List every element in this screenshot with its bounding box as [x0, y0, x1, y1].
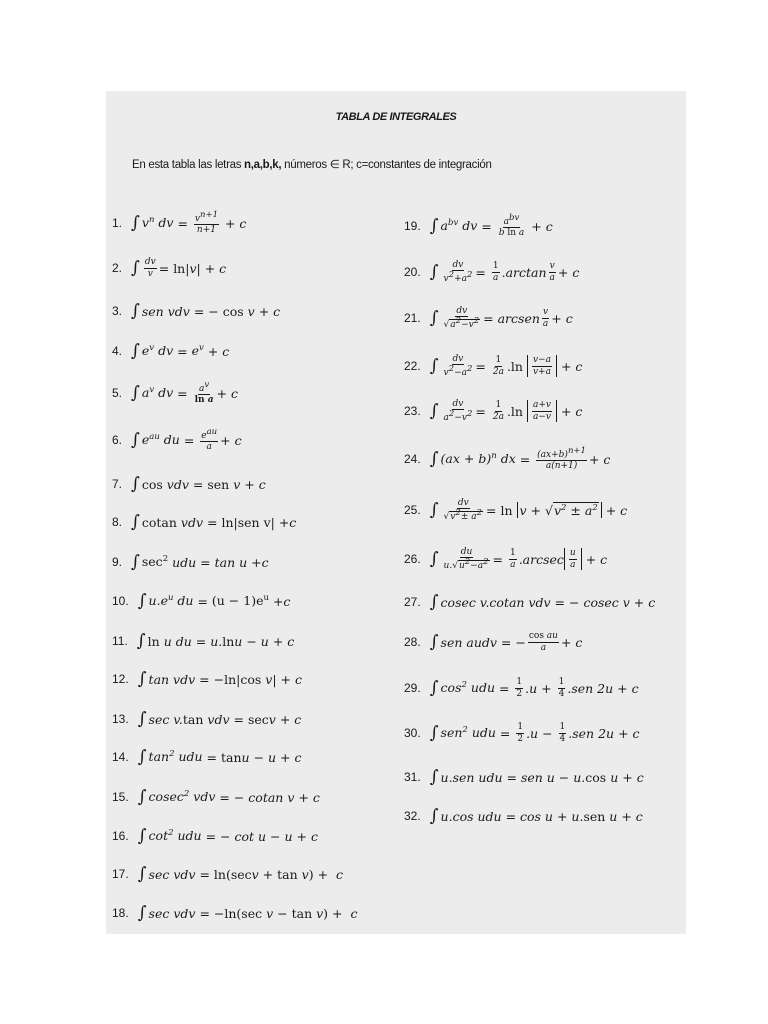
formula-18: 18. ∫ sec vdv = − ln(sec v − tan v ) + c — [112, 902, 358, 923]
intro-text — [132, 157, 492, 171]
intro-post: números ∈ R; c=constantes de integración — [281, 159, 492, 171]
formula-23: 23. ∫ $\frac{dv}{a^2-v^2}$ = $\frac{1}{2a}$ .ln $\frac{a+v}{a-v}$ + c — [404, 398, 583, 423]
intro-bold: n,a,b,k, — [244, 159, 282, 171]
formula-32: 32. ∫ u.cos udu = cos u + u. sen u + c — [404, 805, 643, 826]
formula-7: 7. ∫ cos vdv = sen v + c — [112, 473, 266, 494]
formula-8: 8. ∫ cotan vdv = ln|sen v| + c — [112, 511, 297, 532]
formula-29: 29. ∫ $\cos^2$ udu = $\frac{1}{2}$ .u + $\frac{1}{4}$ .sen 2u + c — [404, 677, 639, 699]
formula-26: 26. ∫ $\frac{du}{u.√u^2-a^2}$ = $\frac{1}{a}$ .arcsec $\frac{u}{a}$ + c — [404, 546, 608, 571]
formula-30: 30. ∫ sen$^2$ udu = $\frac{1}{2}$ .u − $\frac{1}{4}$ .sen 2u + c — [404, 722, 640, 744]
formula-17: 17. ∫ sec vdv = ln(sec v + tan v ) + c — [112, 863, 343, 884]
formula-24: 24. ∫ (ax + b)$^n$ dx = $\frac{(ax+b)^{n+1}}{a(n+1)}$ + c — [404, 445, 611, 471]
formula-16: 16. ∫ $\cot^2$ udu = − cot u − u + c — [112, 825, 318, 846]
formula-10: 10. ∫ $u.e^u$ du = $(u - 1)e^u$ + c — [112, 590, 291, 611]
formula-15: 15. ∫ cosec$^2$ vdv = − cotan v + c — [112, 786, 320, 807]
intro-pre: En esta tabla las letras — [132, 159, 245, 171]
formula-2: 2. ∫ $\frac{dv}{v}$ = ln| v | + c — [112, 257, 227, 279]
formula-11: 11. ∫ ln u du = u. ln u − u + c — [112, 630, 295, 651]
formula-31: 31. ∫ u.sen udu = sen u − u. cos u + c — [404, 766, 644, 787]
formula-14: 14. ∫ $\tan^2$ udu = tan u − u + c — [112, 746, 302, 767]
formula-19: 19. ∫ $a^{bv}$ dv = $\frac{a^{bv}}{\text{b ln a}}$ + c — [404, 212, 553, 238]
formula-20: 20. ∫ $\frac{dv}{v^2+a^2}$ = $\frac{1}{a}$ .arctan $\frac{v}{a}$ + c — [404, 259, 580, 284]
formula-28: 28. ∫ sen audv = − $\frac{\text{cos au}}{a}$ + c — [404, 631, 583, 653]
formula-27: 27. ∫ cosec v.cotan vdv = − cosec v + c — [404, 591, 656, 612]
formula-6: 6. ∫ $e^{au}$ du = $\frac{e^{au}}{a}$ + c — [112, 426, 242, 452]
formula-13: 13. ∫ sec v. tan vdv = sec v + c — [112, 708, 302, 729]
formula-1: 1. ∫ $v^n$ dv = $\frac{v^{n+1}}{n+1}$ + c — [112, 209, 247, 235]
formula-22: 22. ∫ $\frac{dv}{v^2-a^2}$ = $\frac{1}{2a}$ .ln $\frac{v-a}{v+a}$ + c — [404, 353, 583, 378]
formula-9: 9. ∫ $\sec^2$ udu = tan u + c — [112, 551, 269, 572]
formula-3: 3. ∫ sen vdv = − cos v + c — [112, 300, 281, 321]
formula-25: 25. ∫ $\frac{dv}{√v^2\pm a^2}$ = ln v + √ $v^2 \pm a^2$ + c — [404, 497, 628, 522]
formula-5: 5. ∫ $a^v$ dv = $\frac{a^v}{\text{ln a}}$ + c — [112, 379, 239, 405]
formula-12: 12. ∫ tan vdv = − ln|cos v | + c — [112, 668, 302, 689]
page-title: TABLA DE INTEGRALES — [335, 111, 457, 123]
formula-21: 21. ∫ $\frac{dv}{√a^2-v^2}$ = arcsen $\frac{v}{a}$ + c — [404, 305, 573, 330]
formula-4: 4. ∫ $e^v$ dv = $e^v$ + c — [112, 340, 230, 361]
